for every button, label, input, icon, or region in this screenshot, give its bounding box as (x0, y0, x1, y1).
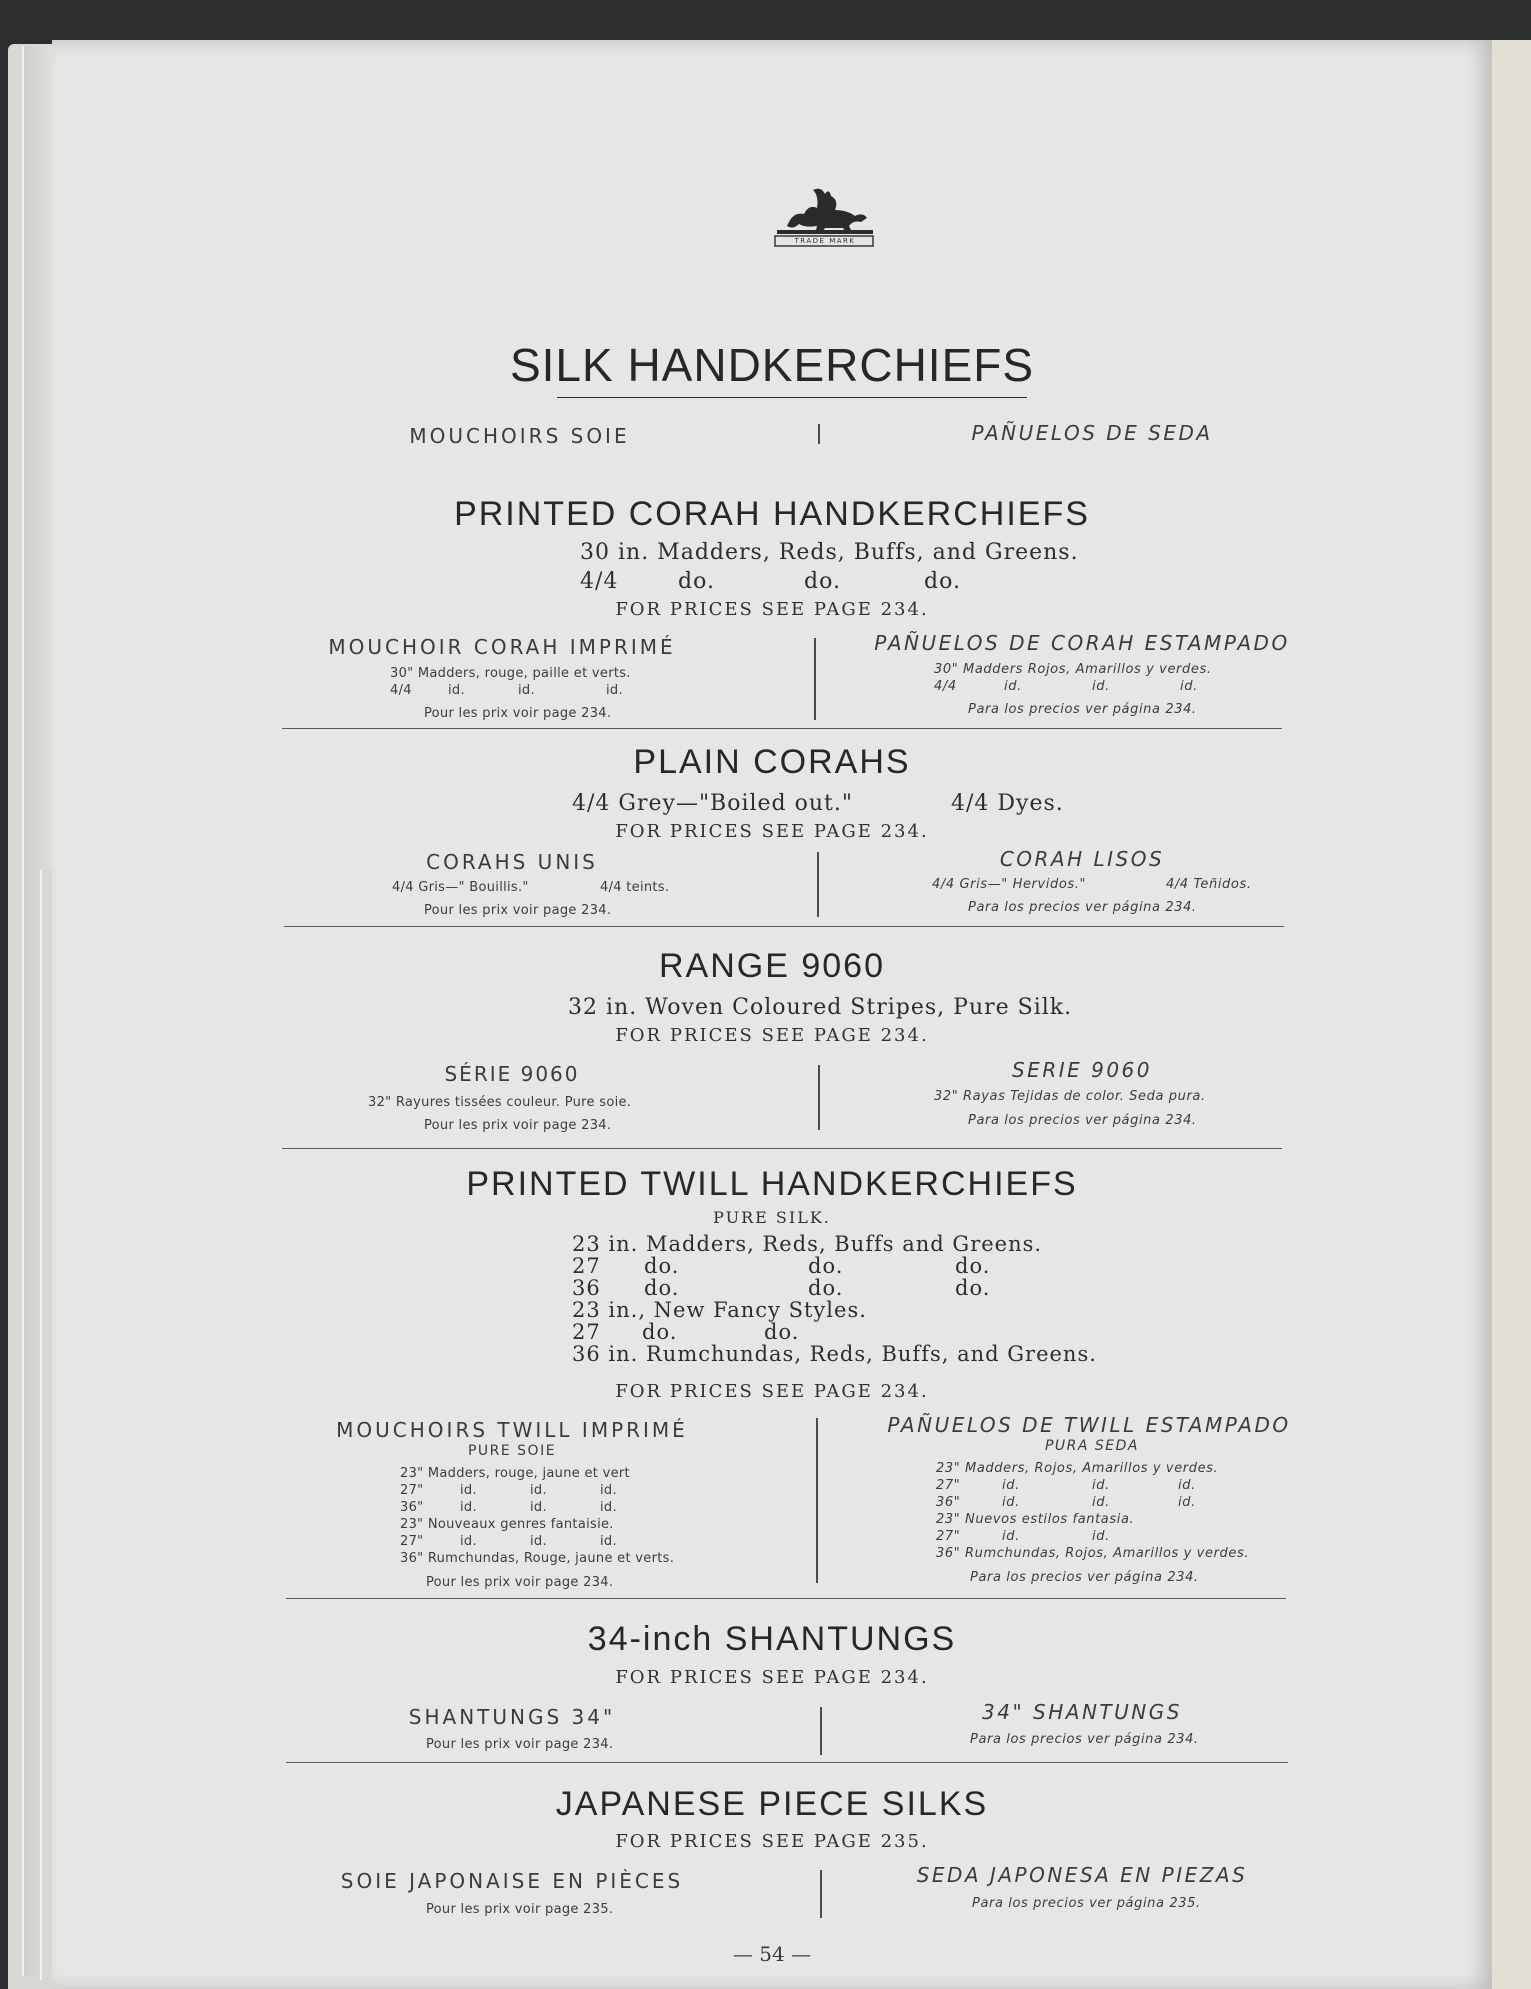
page-title: SILK HANDKERCHIEFS (509, 339, 1035, 391)
product-line: 30 in. Madders, Reds, Buffs, and Greens. (580, 540, 1079, 565)
spanish-subheading: PURA SEDA (1044, 1438, 1140, 1454)
spanish-prices: Para los precios ver página 234. (970, 1732, 1199, 1747)
spanish-heading: 34" SHANTUNGS (982, 1700, 1182, 1724)
section-heading: PRINTED CORAH HANDKERCHIEFS (454, 495, 1090, 533)
french-line: 23" Madders, rouge, jaune et vert (400, 1466, 630, 1481)
subtitle-french: MOUCHOIRS SOIE (409, 424, 630, 448)
ditto: do. (924, 569, 961, 594)
french-prices: Pour les prix voir page 235. (426, 1902, 614, 1917)
prices-note: FOR PRICES SEE PAGE 235. (615, 1831, 929, 1852)
ditto: do. (764, 1320, 800, 1344)
ditto: id. (460, 1534, 477, 1549)
french-heading: SHANTUNGS 34" (408, 1705, 616, 1729)
prices-note: FOR PRICES SEE PAGE 234. (615, 599, 929, 620)
spanish-line: 36" Rumchundas, Rojos, Amarillos y verdes. (936, 1546, 1250, 1561)
product-line-size: 27 (572, 1254, 601, 1278)
french-prices: Pour les prix voir page 234. (424, 1118, 612, 1133)
prices-note: FOR PRICES SEE PAGE 234. (615, 821, 929, 842)
product-line: 23 in., New Fancy Styles. (572, 1298, 867, 1322)
ditto: id. (600, 1483, 617, 1498)
ditto: id. (460, 1483, 477, 1498)
spanish-line: 23" Madders, Rojos, Amarillos y verdes. (936, 1461, 1219, 1476)
spanish-prices: Para los precios ver página 234. (968, 702, 1197, 717)
divider (816, 1418, 818, 1583)
spanish-heading: SERIE 9060 (1011, 1058, 1153, 1082)
ditto: id. (448, 683, 465, 698)
french-line: 36" Rumchundas, Rouge, jaune et verts. (400, 1551, 675, 1566)
subtitle-spanish: PAÑUELOS DE SEDA (971, 421, 1213, 445)
ditto: id. (1002, 1495, 1020, 1510)
spanish-line-size: 36" (936, 1495, 961, 1510)
trademark-label: TRADE MARK (794, 237, 856, 245)
french-line: 30" Madders, rouge, paille et verts. (390, 666, 631, 681)
ditto: do. (804, 569, 841, 594)
french-prices: Pour les prix voir page 234. (426, 1575, 614, 1590)
ditto: id. (530, 1500, 547, 1515)
section-heading: PRINTED TWILL HANDKERCHIEFS (466, 1165, 1078, 1203)
product-line: 32 in. Woven Coloured Stripes, Pure Silk. (568, 995, 1073, 1020)
ditto: id. (1178, 1495, 1196, 1510)
ditto: id. (1002, 1478, 1020, 1493)
french-line-size: 27" (400, 1483, 424, 1498)
french-line-size: 36" (400, 1500, 424, 1515)
spanish-prices: Para los precios ver página 234. (968, 1113, 1197, 1128)
french-subheading: PURE SOIE (467, 1443, 557, 1459)
spanish-prices: Para los precios ver página 234. (970, 1570, 1199, 1585)
spanish-heading: SEDA JAPONESA EN PIEZAS (916, 1863, 1248, 1887)
divider (818, 424, 820, 444)
ditto: id. (600, 1500, 617, 1515)
section-heading: PLAIN CORAHS (633, 743, 911, 781)
section-rule (282, 728, 1282, 729)
product-line-size: 27 (572, 1320, 601, 1344)
prices-note: FOR PRICES SEE PAGE 234. (615, 1381, 929, 1402)
ditto: id. (530, 1534, 547, 1549)
trademark-logo (769, 182, 879, 252)
divider (820, 1707, 822, 1755)
ditto: do. (678, 569, 715, 594)
french-prices: Pour les prix voir page 234. (424, 706, 612, 721)
divider (820, 1870, 822, 1918)
ditto: id. (1180, 679, 1198, 694)
ditto: id. (1002, 1529, 1020, 1544)
prices-note: FOR PRICES SEE PAGE 234. (615, 1025, 929, 1046)
divider (818, 1065, 820, 1130)
french-heading: MOUCHOIR CORAH IMPRIMÉ (328, 635, 676, 659)
section-subheading: PURE SILK. (713, 1208, 831, 1227)
ditto: do. (644, 1254, 680, 1278)
french-heading: MOUCHOIRS TWILL IMPRIMÉ (336, 1418, 688, 1442)
divider (814, 638, 816, 720)
section-rule (282, 1148, 1282, 1149)
ditto: do. (642, 1320, 678, 1344)
ditto: do. (955, 1254, 991, 1278)
spanish-line: 4/4 Gris—" Hervidos." (932, 877, 1087, 892)
french-line: 4/4 teints. (600, 880, 670, 895)
spanish-line-size: 27" (936, 1478, 961, 1493)
product-line-size: 36 (572, 1276, 601, 1300)
spanish-heading: CORAH LISOS (999, 847, 1165, 871)
spanish-line: 4/4 Teñidos. (1166, 877, 1252, 892)
background (0, 0, 1531, 40)
spanish-prices: Para los precios ver página 234. (968, 900, 1197, 915)
french-line-size: 27" (400, 1534, 424, 1549)
french-heading: SOIE JAPONAISE EN PIÈCES (340, 1869, 684, 1893)
ditto: do. (808, 1254, 844, 1278)
ditto: id. (1092, 1529, 1110, 1544)
ditto: id. (1092, 679, 1110, 694)
french-heading: SÉRIE 9060 (444, 1062, 580, 1086)
product-line-size: 4/4 (580, 569, 619, 594)
section-heading: JAPANESE PIECE SILKS (555, 1785, 989, 1823)
title-underline (557, 397, 1027, 398)
product-line: 4/4 Grey—"Boiled out." (572, 791, 854, 816)
catalog-page (52, 40, 1492, 1989)
section-rule (286, 1598, 1286, 1599)
ditto: id. (1092, 1495, 1110, 1510)
prices-note: FOR PRICES SEE PAGE 234. (615, 1667, 929, 1688)
french-line: 4/4 Gris—" Bouillis." (392, 880, 529, 895)
spanish-heading: PAÑUELOS DE CORAH ESTAMPADO (874, 631, 1290, 655)
ditto: id. (1004, 679, 1022, 694)
section-heading: RANGE 9060 (659, 947, 885, 985)
ditto: id. (1178, 1478, 1196, 1493)
french-line: 23" Nouveaux genres fantaisie. (400, 1517, 614, 1532)
ditto: id. (460, 1500, 477, 1515)
spanish-line: 32" Rayas Tejidas de color. Seda pura. (934, 1089, 1206, 1104)
spanish-prices: Para los precios ver página 235. (972, 1896, 1201, 1911)
product-line: 4/4 Dyes. (951, 791, 1064, 816)
product-line: 23 in. Madders, Reds, Buffs and Greens. (572, 1232, 1043, 1256)
ditto: id. (1092, 1478, 1110, 1493)
ditto: do. (808, 1276, 844, 1300)
french-prices: Pour les prix voir page 234. (426, 1737, 614, 1752)
spanish-line-size: 4/4 (934, 679, 957, 694)
page-number: — 54 — (732, 1942, 812, 1966)
ditto: id. (530, 1483, 547, 1498)
spanish-heading: PAÑUELOS DE TWILL ESTAMPADO (887, 1413, 1291, 1437)
spanish-line: 30" Madders Rojos, Amarillos y verdes. (934, 662, 1212, 677)
french-heading: CORAHS UNIS (426, 850, 598, 874)
product-line: 36 in. Rumchundas, Reds, Buffs, and Greens. (572, 1342, 1097, 1366)
ditto: id. (600, 1534, 617, 1549)
french-prices: Pour les prix voir page 234. (424, 903, 612, 918)
divider (817, 852, 819, 917)
ditto: do. (644, 1276, 680, 1300)
section-heading: 34-inch SHANTUNGS (587, 1620, 957, 1658)
ditto: do. (955, 1276, 991, 1300)
french-line: 32" Rayures tissées couleur. Pure soie. (368, 1095, 632, 1110)
section-rule (286, 1762, 1288, 1763)
ditto: id. (606, 683, 623, 698)
spanish-line-size: 27" (936, 1529, 961, 1544)
spanish-line: 23" Nuevos estilos fantasia. (936, 1512, 1135, 1527)
section-rule (284, 926, 1284, 927)
ditto: id. (518, 683, 535, 698)
french-line-size: 4/4 (390, 683, 412, 698)
